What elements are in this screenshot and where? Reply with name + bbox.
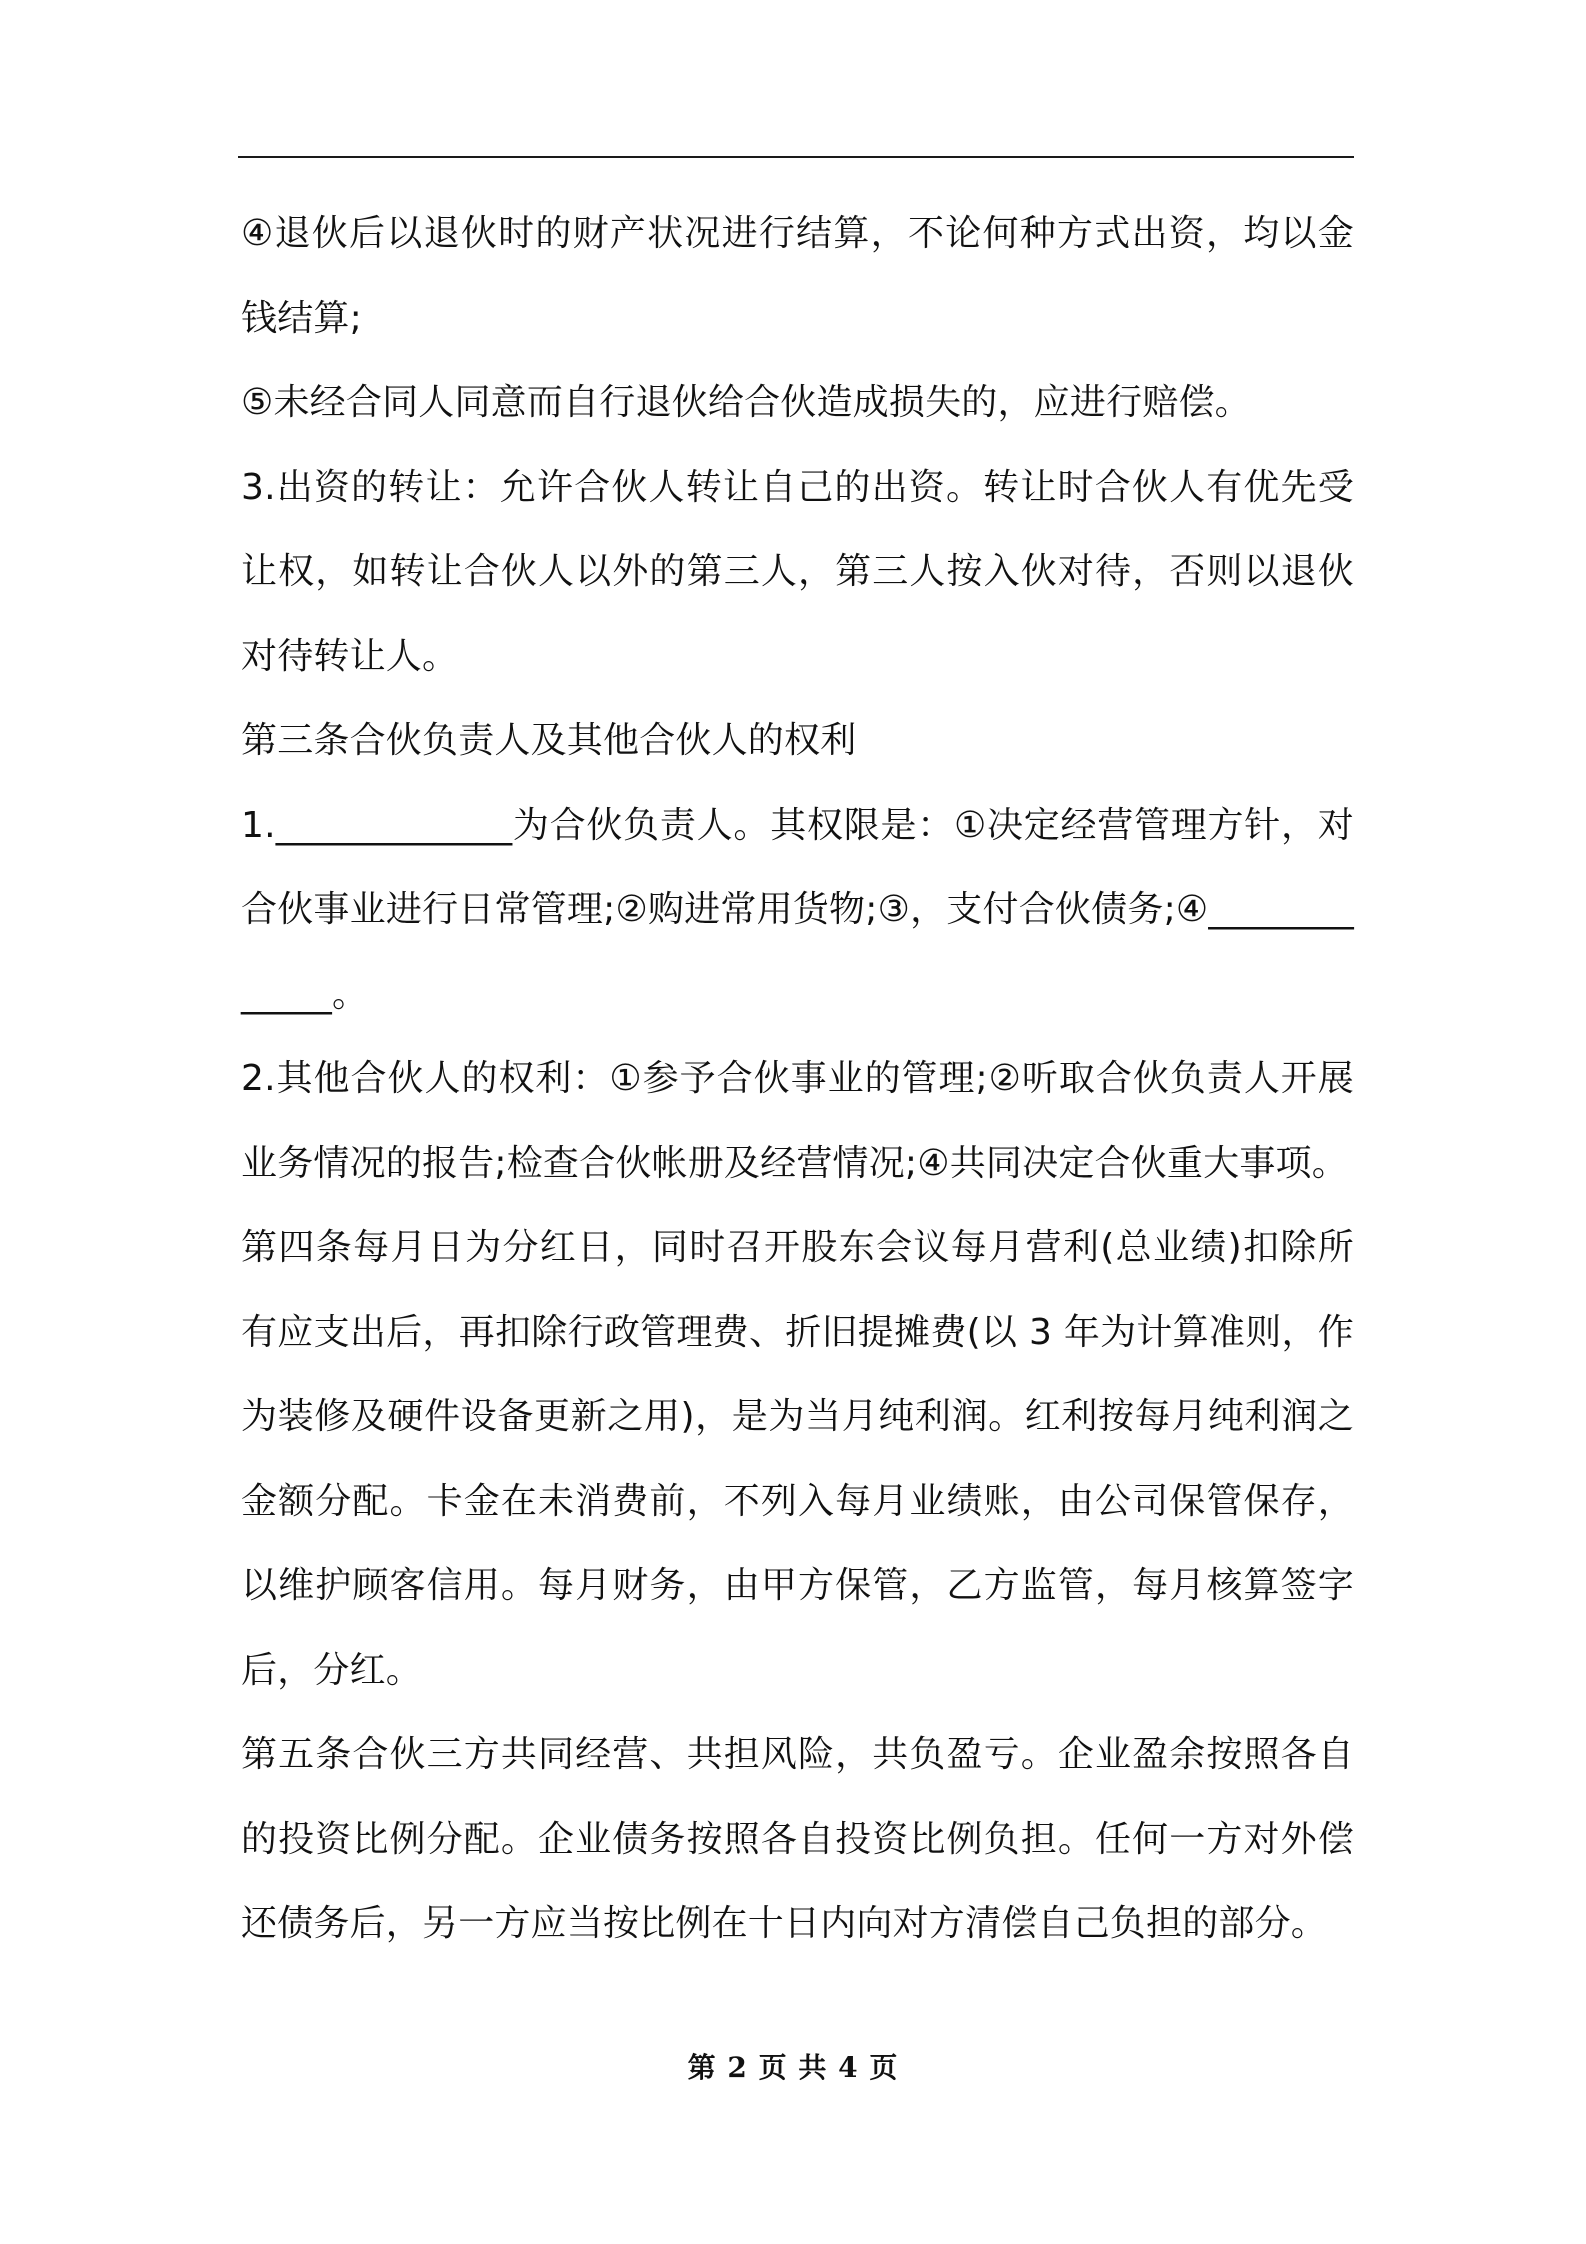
- article-five-profit-loss: 第五条合伙三方共同经营、共担风险，共负盈亏。企业盈余按照各自的投资比例分配。企业债务按照各自投资比例负担。任何一方对外偿还债务后，另一方应当按比例在十日内向对方清偿自己负担的部分。: [241, 1734, 1354, 1944]
- paragraph-other-partner-rights: 2.其他合伙人的权利：①参予合伙事业的管理;②听取合伙负责人开展业务情况的报告;检查合伙帐册及经营情况;④共同决定合伙重大事项。: [241, 1058, 1354, 1184]
- article-three-heading: 第三条合伙负责人及其他合伙人的权利: [241, 720, 857, 761]
- article-four-dividend: 第四条每月日为分红日，同时召开股东会议每月营利(总业绩)扣除所有应支出后，再扣除行政管理费、折旧提摊费(以 3 年为计算准则，作为装修及硬件设备更新之用)，是为当月纯利润。红利按每月纯利润之金额分配。卡金在未消费前，不列入每月业绩账，由公司保管保存，以维护顾客信用。每月财务，由甲方保管，乙方监管，每月核算签字后，分红。: [241, 1227, 1354, 1691]
- paragraph-partner-in-charge: 1._____________为合伙负责人。其权限是：①决定经营管理方针，对合伙事业进行日常管理;②购进常用货物;③，支付合伙债务;④_____________。: [241, 804, 1354, 1015]
- paragraph-withdrawal-compensation: ⑤未经合同人同意而自行退伙给合伙造成损失的，应进行赔偿。: [241, 382, 1251, 423]
- page-number-footer: 第 2 页 共 4 页: [687, 2051, 899, 2084]
- document-body: [241, 192, 1354, 1967]
- paragraph-withdrawal-settlement: ④退伙后以退伙时的财产状况进行结算，不论何种方式出资，均以金钱结算;: [241, 213, 1354, 339]
- paragraph-capital-transfer: 3.出资的转让：允许合伙人转让自己的出资。转让时合伙人有优先受让权，如转让合伙人以外的第三人，第三人按入伙对待，否则以退伙对待转让人。: [241, 466, 1354, 677]
- header-divider: [238, 156, 1354, 158]
